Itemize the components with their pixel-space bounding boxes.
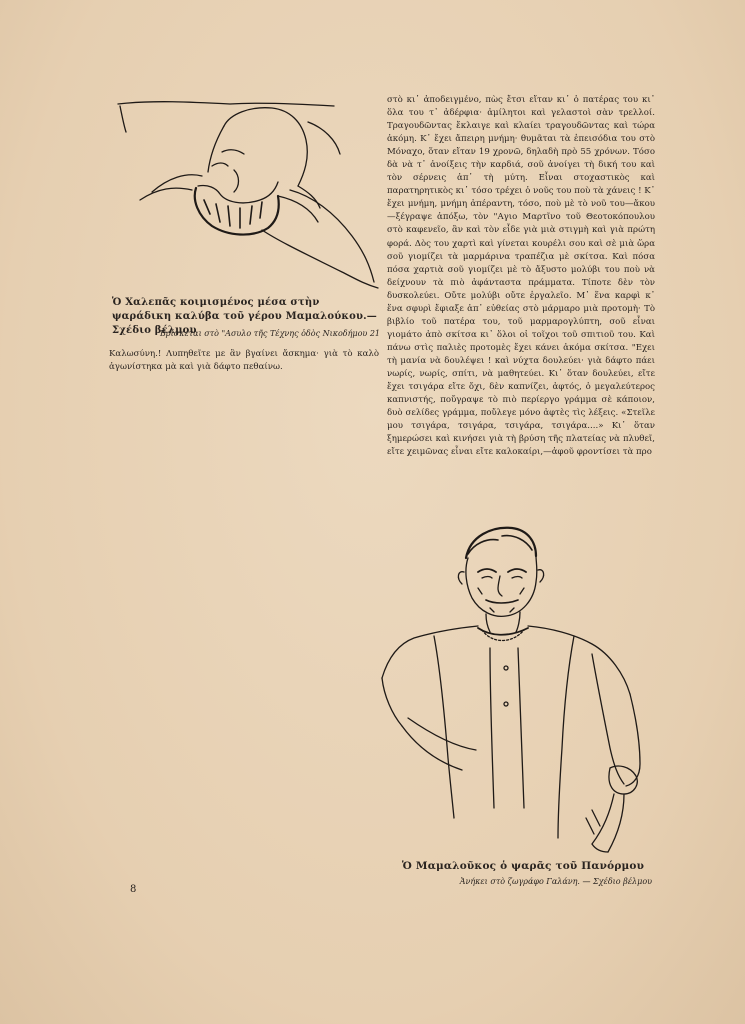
bottom-caption-title: Ὁ Μαμαλοῦκος ὁ ψαρᾶς τοῦ Πανόρμου <box>402 860 645 872</box>
sketch-sleeping-man <box>112 96 384 292</box>
top-caption-subtitle: Βρίσκεται στὸ "Ασυλο τῆς Τέχνης ὁδὸς Νικοδήμου 21 <box>160 329 380 338</box>
sketch-fisherman-portrait <box>378 518 650 858</box>
top-caption-title: Ὁ Χαλεπᾶς κοιμισμένος μέσα στὴν ψαράδικη καλύβα τοῦ γέρου Μαμαλούκου.— Σχέδιο βέλμου <box>112 297 377 336</box>
left-text-column <box>109 348 379 894</box>
right-paragraph: στὸ κι᾿ ἀποδειγμένο, πὼς ἔτσι εἴταν κι᾿ ὁ πατέρας του κι᾿ ὅλα του τ᾿ ἀδέρφια· ἀμίλητοι καὶ γελαστοὶ σὰν τρελλοί. Τραγουδῶντας ἔκλαιγε καὶ κλαίει τραγουδῶντας καὶ τώρα ἀκόμη. Κ᾿ ἔχει ἄπειρη μνήμη· θυμᾶται τὰ ἐπεισόδια του στὸ Μόναχο, ὅταν εἴταν 19 χρονῶ, δηλαδὴ πρὸ 55 χρόνων. Τόσο δὰ νὰ τ᾿ ἀνοίξεις τὴν καρδιά, σοῦ ἀνοίγει τὴ δική του καὶ τὸν σέρνεις ἀπ᾿ τὴ μύτη. Εἶναι στοχαστικὸς καὶ παρατηρητικὸς κι᾿ τόσο τρέχει ὁ νοῦς του ποὺ τὰ χάνεις ! Κ᾿ ἔχει μνήμη, μνήμη ἀπέραντη, τόσο, ποὺ μὲ τὸ νοῦ του—ἄκου—ξέγραψε ἀπόξω, τὸν "Αγιο Μαρτῖνο τοῦ Θεοτοκόπουλου στὸ καφενεῖο, ἂν καὶ τὸν εἶδε γιὰ μιὰ στιγμὴ καὶ γιὰ πρώτη φορά. Δὸς του χαρτὶ καὶ γίνεται κουρέλι σου καὶ σὲ μιὰ ὥρα σοῦ γιομίζει τὰ μαρμάρινα τραπέζια μὲ σκίτσα. Καὶ πόσα πόσα χαρτιὰ σοῦ γιομίζει μὲ τὸ ἄξυστο μολύβι του ποὺ νὰ δείχνουν τὰ πιὸ ἀφάνταστα πράμματα. Τίποτε δὲν τὸν δυσκολεύει. Οὔτε μολύβι οὔτε ἐργαλεῖο. Μ᾿ ἕνα καρφὶ κ᾿ ἕνα σφυρὶ ἔφιαξε ἀπ᾿ εὐθείας στὸ μάρμαρο μιὰ προτομὴ· Τὸ βιβλίο τοῦ πατέρα του, τοῦ μαρμαρογλύπτη, σοῦ εἶναι γιομάτο ἀπὸ σκίτσα κι᾿ ὅλοι οἱ τοῖχοι τοῦ σπιτιοῦ του. Καὶ πάνω στὶς παλιὲς προτομὲς ἔχει κάνει ἀκόμα σκίτσα. "Εχει τὴ μανία νὰ δουλέψει ! καὶ νύχτα δουλεύει· γιὰ δάφτο πάει νωρίς, νωρίς, σπίτι, νὰ μαθητεύει. Κι᾿ ὅταν δουλεύει, εἴτε ἔχει τσιγάρα εἴτε ὄχι, δὲν καπνίζει, ἀφτός, ὁ μεγαλεύτερος καπνιστής, ποὔγραψε τὸ πιὸ περίεργο γράμμα σὲ κάποιον, δυὸ σελίδες γράμμα, ποὔλεγε μόνο ἀφτὲς τὶς λέξεις. «Στεῖλε μου τσιγάρα, τσιγάρα, τσιγάρα, τσιγάρα....» Κι᾿ ὅταν ξημερώσει καὶ κινήσει γιὰ τὴ βρύση τῆς πλατείας νὰ πλυθεῖ, εἴτε χειμῶνας εἶναι εἴτε καλοκαίρι,—ἀφοῦ φροντίσει τὰ προ <box>387 95 655 458</box>
left-paragraph: Καλωσύνη.! Λυπηθεῖτε με ἂν βγαίνει ἄσκημα· γιὰ τὸ καλὸ ἀγωνίστηκα μὰ καὶ γιὰ δάφτο πεθαίνω. <box>109 349 379 373</box>
page-number: 8 <box>130 884 137 895</box>
right-text-column <box>387 94 655 518</box>
bottom-caption-subtitle: Ἀνήκει στὸ ζωγράφο Γαλάνη. — Σχέδιο βέλμου <box>459 877 652 886</box>
